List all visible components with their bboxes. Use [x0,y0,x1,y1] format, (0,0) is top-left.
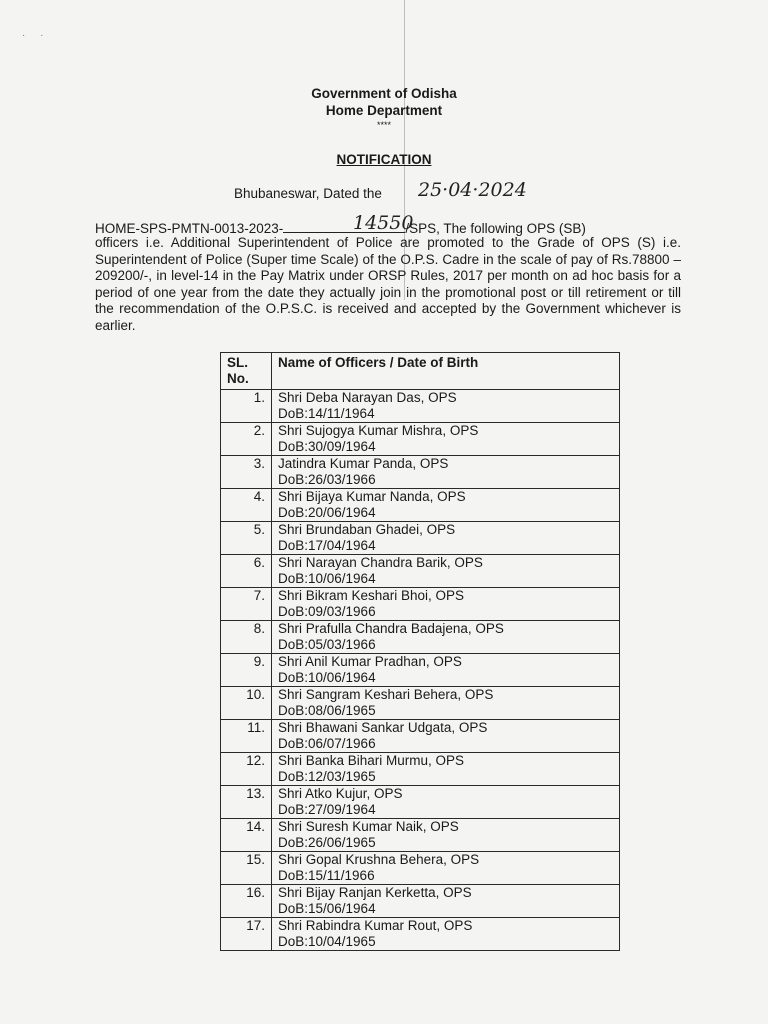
table-row [221,753,620,786]
officer-dob: DoB:05/03/1966 [278,636,376,652]
col-officer-name: Name of Officers / Date of Birth [272,353,620,390]
officer-dob: DoB:30/09/1964 [278,438,376,454]
table-row [221,621,620,654]
row-officer-cell [272,555,620,588]
row-officer-cell [272,720,620,753]
row-officer-cell [272,786,620,819]
government-heading: Government of Odisha [311,86,457,101]
officer-dob: DoB:08/06/1965 [278,702,376,718]
officer-name: Shri Rabindra Kumar Rout, OPS [278,918,473,933]
officer-dob: DoB:17/04/1964 [278,537,376,553]
officer-name: Shri Atko Kujur, OPS [278,786,403,801]
row-officer-cell [272,522,620,555]
row-officer-cell [272,621,620,654]
row-officer-cell [272,588,620,621]
row-sl-no: 7. [221,588,272,621]
dated-label: Bhubaneswar, Dated the [234,186,382,201]
notification-title: NOTIFICATION [336,152,432,167]
row-sl-no: 2. [221,423,272,456]
scan-specks: · · [22,30,50,41]
officer-name: Shri Deba Narayan Das, OPS [278,390,457,405]
table-row [221,885,620,918]
row-sl-no: 11. [221,720,272,753]
officer-name: Shri Sangram Keshari Behera, OPS [278,687,494,702]
row-sl-no: 6. [221,555,272,588]
col-sl-no: SL. No. [221,353,272,390]
officer-dob: DoB:09/03/1966 [278,603,376,619]
officer-name: Shri Bijaya Kumar Nanda, OPS [278,489,466,504]
order-prefix: HOME-SPS-PMTN-0013-2023- [95,221,284,236]
table-header-row [221,353,620,390]
order-suffix: /SPS, The following OPS (SB) [405,221,586,236]
officer-name: Shri Prafulla Chandra Badajena, OPS [278,621,504,636]
officer-name: Shri Bhawani Sankar Udgata, OPS [278,720,488,735]
officers-table [220,352,620,951]
table-row [221,588,620,621]
notification-body: officers i.e. Additional Superintendent of Police are promoted to the Grade of OPS (S) i.e. Superintendent of Police (Super time Scale) of the O.P.S. Cadre in the scale of pay of Rs.78800 – 209200/-, in level-14 in the Pay Matrix under ORSP Rules, 2017 per month on ad hoc basis for a period of one year from the date they actually join in the promotional post or till retirement or till the recommendation of the O.P.S.C. is received and accepted by the Government whichever is earlier. [95,235,681,333]
officer-dob: DoB:10/06/1964 [278,570,376,586]
row-sl-no: 5. [221,522,272,555]
row-sl-no: 1. [221,390,272,423]
officer-dob: DoB:10/06/1964 [278,669,376,685]
row-officer-cell [272,852,620,885]
table-row [221,852,620,885]
officer-dob: DoB:10/04/1965 [278,933,376,949]
table-row [221,687,620,720]
row-sl-no: 12. [221,753,272,786]
order-number-line [95,219,586,236]
officer-dob: DoB:26/06/1965 [278,834,376,850]
officer-dob: DoB:20/06/1964 [278,504,376,520]
row-officer-cell [272,423,620,456]
table-row [221,720,620,753]
table-row [221,456,620,489]
officer-name: Shri Narayan Chandra Barik, OPS [278,555,483,570]
officer-name: Shri Anil Kumar Pradhan, OPS [278,654,462,669]
heading-stars: **** [376,120,391,130]
table-row [221,555,620,588]
row-sl-no: 4. [221,489,272,522]
table-row [221,423,620,456]
row-officer-cell [272,456,620,489]
table-row [221,786,620,819]
officer-name: Shri Sujogya Kumar Mishra, OPS [278,423,479,438]
officer-name: Shri Brundaban Ghadei, OPS [278,522,456,537]
row-sl-no: 17. [221,918,272,951]
officer-dob: DoB:15/11/1966 [278,867,375,883]
row-officer-cell [272,753,620,786]
row-sl-no: 10. [221,687,272,720]
table-row [221,819,620,852]
officer-dob: DoB:27/09/1964 [278,801,376,817]
row-officer-cell [272,819,620,852]
row-sl-no: 9. [221,654,272,687]
row-officer-cell [272,390,620,423]
officer-name: Jatindra Kumar Panda, OPS [278,456,449,471]
officer-dob: DoB:14/11/1964 [278,405,375,421]
row-officer-cell [272,489,620,522]
officer-name: Shri Bikram Keshari Bhoi, OPS [278,588,465,603]
row-sl-no: 15. [221,852,272,885]
table-row [221,489,620,522]
table-row [221,918,620,951]
officers-table-body [221,390,620,951]
table-row [221,390,620,423]
handwritten-order-number: 14550 [353,212,414,234]
row-officer-cell [272,687,620,720]
row-officer-cell [272,654,620,687]
department-heading: Home Department [325,103,443,118]
officer-name: Shri Gopal Krushna Behera, OPS [278,852,480,867]
officer-name: Shri Suresh Kumar Naik, OPS [278,819,459,834]
row-officer-cell [272,918,620,951]
officer-name: Shri Banka Bihari Murmu, OPS [278,753,465,768]
table-row [221,522,620,555]
officer-dob: DoB:26/03/1966 [278,471,376,487]
officer-dob: DoB:15/06/1964 [278,900,376,916]
row-sl-no: 16. [221,885,272,918]
table-row [221,654,620,687]
handwritten-date: 25·04·2024 [418,179,527,201]
row-sl-no: 8. [221,621,272,654]
officer-name: Shri Bijay Ranjan Kerketta, OPS [278,885,472,900]
officer-dob: DoB:06/07/1966 [278,735,376,751]
row-sl-no: 13. [221,786,272,819]
row-officer-cell [272,885,620,918]
officer-dob: DoB:12/03/1965 [278,768,376,784]
row-sl-no: 14. [221,819,272,852]
row-sl-no: 3. [221,456,272,489]
